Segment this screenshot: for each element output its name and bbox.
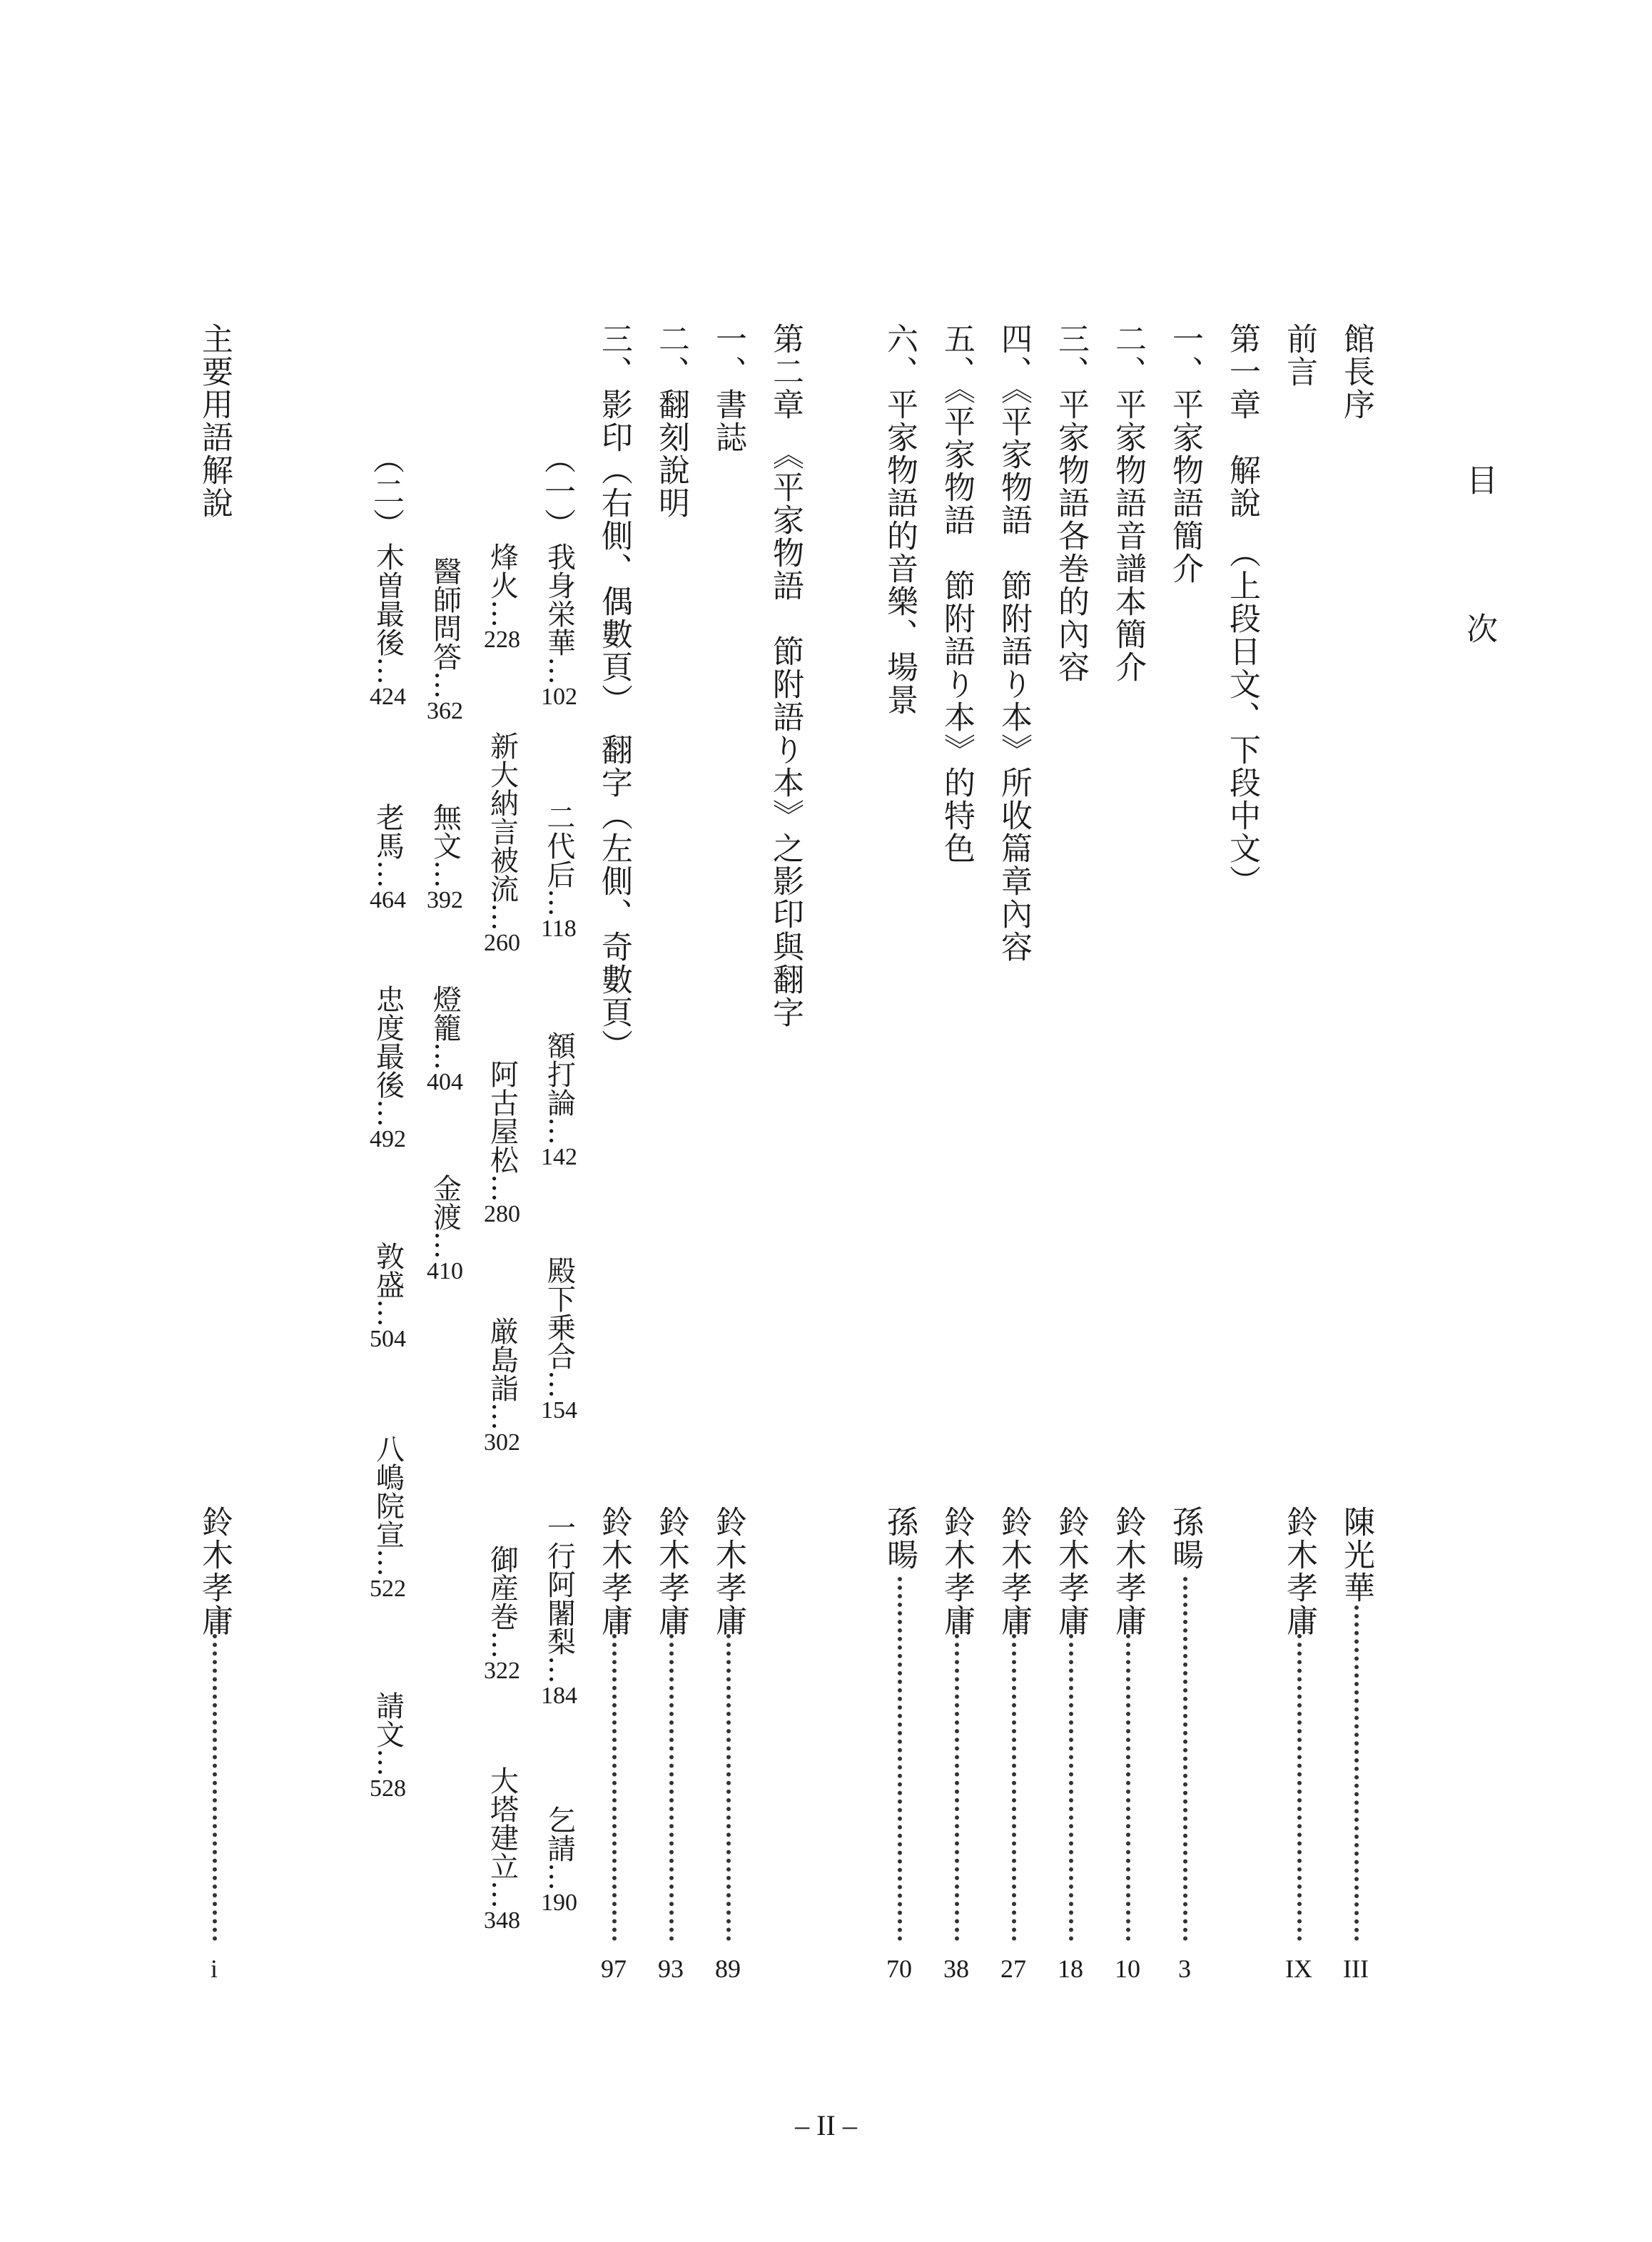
sub-item: 乞請…190	[541, 1805, 577, 1916]
toc-entry-foreword: 前言	[1281, 323, 1317, 388]
sub-item: 請文…528	[370, 1691, 406, 1802]
author: 孫暘	[1167, 1506, 1203, 1571]
toc-entry-ch2-2: 二、翻刻說明	[653, 323, 689, 519]
page-number: 89	[715, 1954, 741, 1983]
toc-entry-sub2: （二）	[368, 442, 404, 541]
page-number: IX	[1285, 1954, 1312, 1983]
toc-entry-ch2-3: 三、影印（右側、偶數頁） 翻字（左側、奇數頁）	[596, 323, 632, 1062]
dot-leader	[1354, 1606, 1359, 1941]
toc-entry-glossary: 主要用語解說	[196, 323, 233, 519]
sub-item: 殿下乗合…154	[541, 1256, 577, 1424]
sub-item: 阿古屋松…280	[484, 1060, 520, 1227]
author: 鈴木孝庸	[196, 1506, 233, 1637]
dot-leader	[1183, 1577, 1187, 1941]
toc-entry-sub1: （一）	[539, 442, 575, 541]
toc-entry-ch1-6: 六、平家物語的音樂、場景	[881, 323, 918, 716]
sub-item: 二代后…118	[541, 803, 577, 942]
toc-entry-ch1-4: 四、《平家物語 節附語り本》所收篇章內容	[995, 323, 1032, 963]
author: 鈴木孝庸	[995, 1506, 1032, 1637]
author: 鈴木孝庸	[1053, 1506, 1089, 1637]
author: 鈴木孝庸	[653, 1506, 689, 1637]
dot-leader	[669, 1634, 674, 1941]
sub-item: 烽火…228	[484, 542, 520, 653]
dot-leader	[1012, 1634, 1016, 1941]
dot-leader	[955, 1634, 959, 1941]
sub-item: 木曽最後…424	[370, 542, 406, 710]
author: 鈴木孝庸	[938, 1506, 975, 1637]
page-number: 3	[1178, 1954, 1191, 1983]
sub-item: 燈籠…404	[427, 985, 463, 1095]
dot-leader	[213, 1634, 217, 1941]
page-number: 97	[601, 1954, 627, 1983]
sub-item: 額打論…142	[541, 1031, 577, 1170]
dot-leader	[898, 1577, 902, 1941]
sub-item: 一行阿闍梨…184	[541, 1513, 577, 1709]
page-number: 18	[1058, 1954, 1083, 1983]
sub-item: 新大納言被流…260	[484, 731, 520, 956]
page-number: 27	[1000, 1954, 1026, 1983]
sub-item: 金渡…410	[427, 1174, 463, 1284]
page-number: III	[1343, 1954, 1369, 1983]
sub-item: 醫師問答…362	[427, 557, 463, 724]
sub-item: 無文…392	[427, 803, 463, 913]
toc-entry-ch1-1: 一、平家物語簡介	[1167, 323, 1203, 585]
toc-entry-chapter2: 第二章 《平家物語 節附語り本》之影印與翻字	[767, 323, 804, 1029]
toc-entry-ch2-1: 一、書誌	[710, 323, 746, 454]
toc-entry-chapter1: 第一章 解說 （上段日文、下段中文）	[1224, 323, 1260, 898]
author: 孫暘	[881, 1506, 918, 1571]
sub-item: 敦盛…504	[370, 1242, 406, 1352]
dot-leader	[1126, 1634, 1130, 1941]
page-number: 38	[943, 1954, 969, 1983]
page-number: i	[210, 1954, 218, 1983]
sub-item: 忠度最後…492	[370, 985, 406, 1152]
sub-item: 御産巻…322	[484, 1545, 520, 1684]
author: 鈴木孝庸	[710, 1506, 746, 1637]
sub-item: 老馬…464	[370, 803, 406, 913]
author: 鈴木孝庸	[1110, 1506, 1146, 1637]
dot-leader	[1069, 1634, 1073, 1941]
sub-item: 厳島詣…302	[484, 1317, 520, 1456]
dot-leader	[612, 1634, 617, 1941]
sub-item: 大塔建立…348	[484, 1766, 520, 1934]
author: 鈴木孝庸	[1281, 1506, 1317, 1637]
page-footer: – II –	[795, 2109, 857, 2141]
toc-title: 目 次	[1461, 464, 1497, 686]
toc-entry-ch1-2: 二、平家物語音譜本簡介	[1110, 323, 1146, 684]
author: 鈴木孝庸	[596, 1506, 632, 1637]
sub-item: 八嶋院宣…522	[370, 1434, 406, 1602]
author: 陳光華	[1338, 1506, 1374, 1604]
page-number: 93	[658, 1954, 684, 1983]
toc-entry-ch1-5: 五、《平家物語 節附語り本》的特色	[938, 323, 975, 865]
page-number: 70	[886, 1954, 912, 1983]
page-number: 10	[1115, 1954, 1140, 1983]
dot-leader	[1297, 1634, 1302, 1941]
dot-leader	[726, 1634, 731, 1941]
toc-entry-ch1-3: 三、平家物語各巻的內容	[1053, 323, 1089, 684]
toc-entry-preface: 館長序	[1338, 323, 1374, 421]
sub-item: 我身栄華…102	[541, 542, 577, 710]
